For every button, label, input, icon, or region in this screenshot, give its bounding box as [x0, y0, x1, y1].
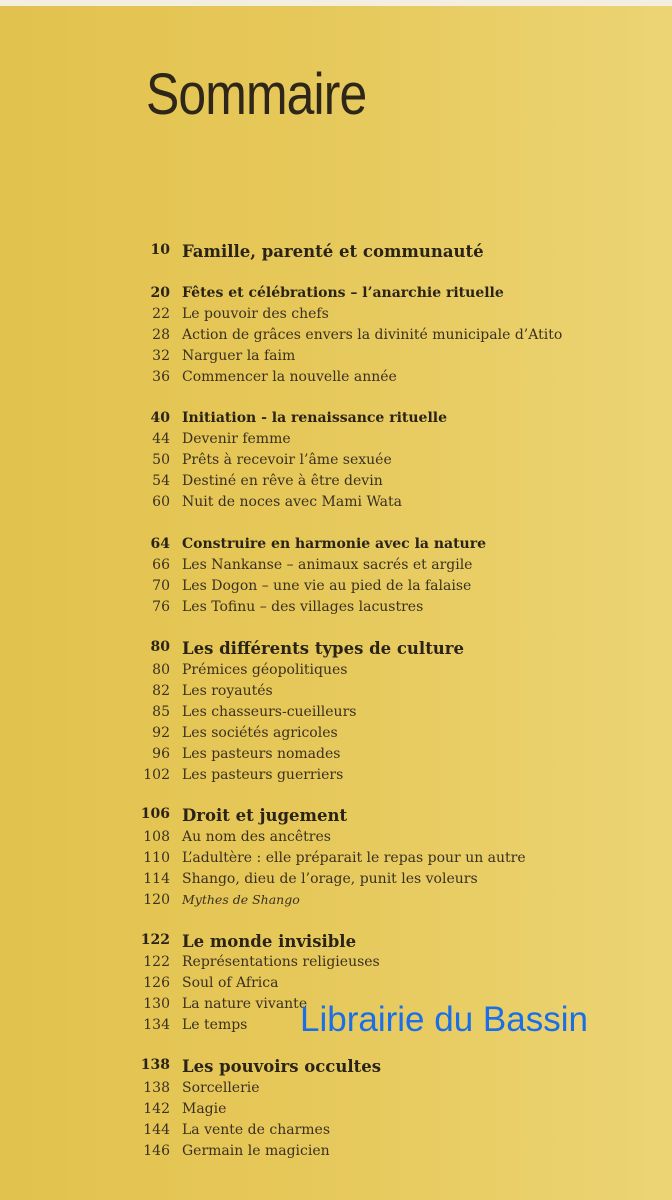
toc-entry-title: Destiné en rêve à être devin [182, 473, 383, 489]
page-number: 96 [152, 746, 170, 762]
toc-entry-title: Narguer la faim [182, 348, 296, 364]
page-number: 138 [140, 1057, 170, 1073]
toc-entry-title: Le pouvoir des chefs [182, 306, 329, 322]
toc-entry-title: Les Tofinu – des villages lacustres [182, 599, 424, 615]
page-number: 32 [152, 348, 170, 364]
page-number: 114 [143, 871, 170, 887]
toc-entry-title: Le temps [182, 1017, 248, 1033]
watermark-text: Librairie du Bassin [300, 1000, 588, 1039]
section-heading-title: Droit et jugement [182, 806, 348, 825]
section-heading-title: Les pouvoirs occultes [182, 1057, 382, 1076]
page-number: 110 [143, 850, 170, 866]
toc-entry-title: Les pasteurs nomades [182, 746, 341, 762]
page-number: 54 [152, 473, 170, 489]
page-number: 92 [152, 725, 170, 741]
toc-entry-title: Prémices géopolitiques [182, 662, 348, 678]
page-number: 138 [143, 1080, 170, 1096]
page-number: 85 [152, 704, 170, 720]
page-number: 50 [152, 452, 170, 468]
page-number: 130 [143, 996, 170, 1012]
page-number: 10 [150, 242, 170, 258]
page-title: Sommaire [146, 62, 367, 127]
toc-entry-title: Action de grâces envers la divinité municipale d’Atito [182, 327, 563, 343]
page-number: 20 [150, 285, 170, 301]
page-number: 106 [140, 806, 170, 822]
page-top-edge [0, 0, 672, 6]
toc-entry-title: Devenir femme [182, 431, 291, 447]
toc-entry-title: La nature vivante [182, 996, 308, 1012]
toc-entry-title: Les pasteurs guerriers [182, 767, 344, 783]
toc-entry-title: Les chasseurs-cueilleurs [182, 704, 357, 720]
toc-entry-title: Les Dogon – une vie au pied de la falaise [182, 578, 472, 594]
toc-entry-title: Magie [182, 1101, 227, 1117]
page-number: 70 [152, 578, 170, 594]
page-number: 60 [152, 494, 170, 510]
toc-entry-title: Mythes de Shango [182, 892, 300, 907]
page-number: 64 [150, 536, 170, 552]
page-number: 134 [143, 1017, 170, 1033]
toc-entry-title: Prêts à recevoir l’âme sexuée [182, 452, 392, 468]
section-heading-title: Fêtes et célébrations – l’anarchie rituelle [182, 285, 504, 301]
page-number: 28 [152, 327, 170, 343]
toc-entry-title: Représentations religieuses [182, 954, 380, 970]
page-number: 80 [152, 662, 170, 678]
toc-entry-title: La vente de charmes [182, 1122, 331, 1138]
page-number: 126 [143, 975, 170, 991]
page-number: 76 [152, 599, 170, 615]
toc-entry-title: Shango, dieu de l’orage, punit les voleurs [182, 871, 478, 887]
toc-entry-title: Au nom des ancêtres [182, 829, 331, 845]
section-heading-title: Construire en harmonie avec la nature [182, 536, 487, 552]
page-number: 22 [152, 306, 170, 322]
page-number: 40 [150, 410, 170, 426]
section-heading-title: Le monde invisible [182, 932, 357, 951]
page-number: 146 [143, 1143, 170, 1159]
toc-entry-title: Les royautés [182, 683, 273, 699]
section-heading-title: Initiation - la renaissance rituelle [182, 410, 447, 426]
page-number: 44 [152, 431, 170, 447]
section-heading-title: Les différents types de culture [182, 639, 464, 658]
page-number: 66 [152, 557, 170, 573]
page-number: 102 [143, 767, 170, 783]
page-number: 120 [143, 892, 170, 908]
page-number: 144 [143, 1122, 170, 1138]
page-number: 122 [143, 954, 170, 970]
toc-entry-title: Germain le magicien [182, 1143, 330, 1159]
page-number: 142 [143, 1101, 170, 1117]
section-heading-title: Famille, parenté et communauté [182, 242, 484, 261]
toc-entry-title: Les Nankanse – animaux sacrés et argile [182, 557, 473, 573]
page-number: 80 [150, 639, 170, 655]
toc-entry-title: Les sociétés agricoles [182, 725, 338, 741]
page-number: 108 [143, 829, 170, 845]
page-number: 122 [140, 932, 170, 948]
page-number: 82 [152, 683, 170, 699]
toc-entry-title: Sorcellerie [182, 1080, 260, 1096]
toc-entry-title: Soul of Africa [182, 975, 279, 991]
toc-entry-title: Commencer la nouvelle année [182, 369, 397, 385]
page-number: 36 [152, 369, 170, 385]
toc-entry-title: Nuit de noces avec Mami Wata [182, 494, 402, 510]
toc-entry-title: L’adultère : elle préparait le repas pour un autre [182, 850, 526, 866]
